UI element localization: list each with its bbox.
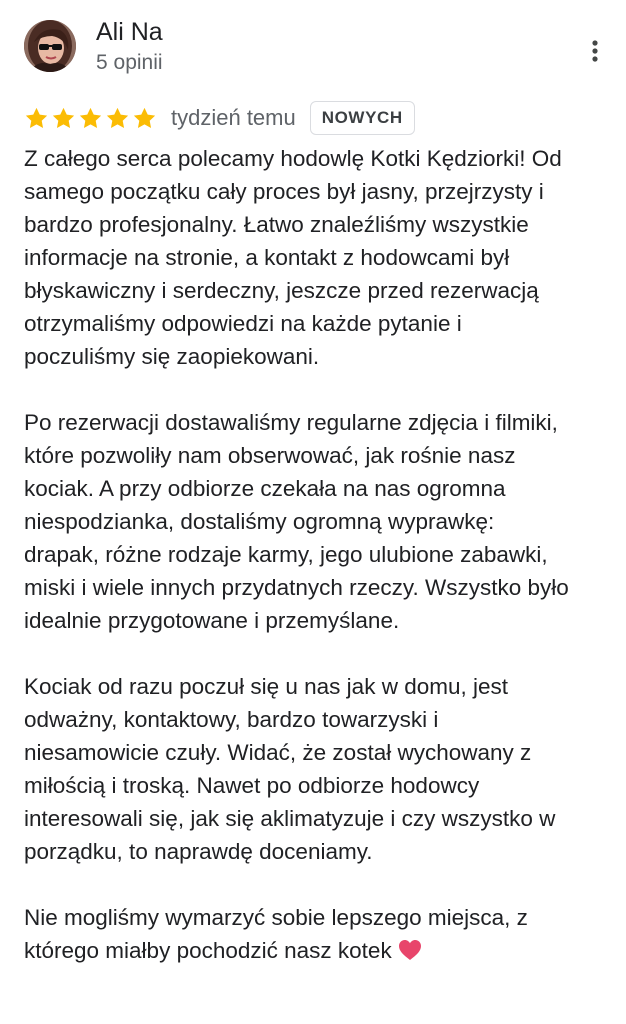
- star-icon: [51, 106, 76, 131]
- heart-icon: [398, 937, 422, 970]
- review-line: [24, 538, 624, 571]
- review-line: [24, 406, 624, 439]
- review-line: [24, 340, 624, 373]
- review-line-text: kociak. A przy odbiorze czekała na nas ogromna: [24, 476, 506, 501]
- review-line-text: błyskawiczny i serdeczny, jeszcze przed rezerwacją: [24, 278, 539, 303]
- star-icon: [78, 106, 103, 131]
- review-paragraph: [24, 670, 624, 868]
- review-line-text: Kociak od razu poczuł się u nas jak w domu, jest: [24, 674, 508, 699]
- review-line-text: odważny, kontaktowy, bardzo towarzyski i: [24, 707, 439, 732]
- review-line-text: informacje na stronie, a kontakt z hodowcami był: [24, 245, 510, 270]
- more-vert-icon: [591, 39, 599, 63]
- review-header: [0, 0, 626, 90]
- review-line: [24, 934, 624, 967]
- review-line-text: którego miałby pochodzić nasz kotek: [24, 938, 392, 963]
- more-options-button[interactable]: [578, 34, 612, 68]
- review-line: [24, 241, 624, 274]
- review-line-text: niesamowicie czuły. Widać, że został wychowany z: [24, 740, 532, 765]
- avatar[interactable]: [24, 20, 76, 72]
- review-line-text: niespodzianka, dostaliśmy ogromną wyprawkę:: [24, 509, 495, 534]
- review-line-text: idealnie przygotowane i przemyślane.: [24, 608, 400, 633]
- review-line-text: samego początku cały proces był jasny, przejrzysty i: [24, 179, 544, 204]
- review-line: [24, 472, 624, 505]
- review-line-text: porządku, to naprawdę doceniamy.: [24, 839, 373, 864]
- review-line-text: miłością i troską. Nawet po odbiorze hodowcy: [24, 773, 480, 798]
- review-date: tydzień temu: [171, 105, 296, 130]
- review-line: [24, 142, 624, 175]
- user-name[interactable]: Ali Na: [96, 18, 163, 46]
- avatar-photo: [24, 20, 76, 72]
- review-line: [24, 439, 624, 472]
- review-line-text: poczuliśmy się zaopiekowani.: [24, 344, 320, 369]
- review-line: [24, 571, 624, 604]
- review-line-text: otrzymaliśmy odpowiedzi na każde pytanie i: [24, 311, 462, 336]
- review-line: [24, 307, 624, 340]
- review-line-text: Nie mogliśmy wymarzyć sobie lepszego miejsca, z: [24, 905, 528, 930]
- star-icon: [105, 106, 130, 131]
- review-line: [24, 175, 624, 208]
- review-line: [24, 769, 624, 802]
- review-line: [24, 274, 624, 307]
- review-line-text: Z całego serca polecamy hodowlę Kotki Kędziorki! Od: [24, 146, 562, 171]
- review-line-text: drapak, różne rodzaje karmy, jego ulubione zabawki,: [24, 542, 548, 567]
- review-text: [24, 142, 624, 1000]
- star-icon: [132, 106, 157, 131]
- new-badge: NOWYCH: [310, 101, 415, 135]
- review-line-text: Po rezerwacji dostawaliśmy regularne zdjęcia i filmiki,: [24, 410, 558, 435]
- review-count: 5 opinii: [96, 51, 163, 74]
- review-line-text: które pozwoliły nam obserwować, jak rośnie nasz: [24, 443, 516, 468]
- review-line-text: miski i wiele innych przydatnych rzeczy. Wszystko było: [24, 575, 569, 600]
- review-line-text: interesowali się, jak się aklimatyzuje i czy wszystko w: [24, 806, 556, 831]
- review-line: [24, 604, 624, 637]
- review-line: [24, 703, 624, 736]
- review-line: [24, 670, 624, 703]
- review-line: [24, 835, 624, 868]
- review-line-text: bardzo profesjonalny. Łatwo znaleźliśmy wszystkie: [24, 212, 529, 237]
- review-line: [24, 901, 624, 934]
- review-paragraph: [24, 142, 624, 373]
- review-paragraph: [24, 901, 624, 967]
- review-line: [24, 505, 624, 538]
- review-line: [24, 736, 624, 769]
- star-rating: [24, 106, 157, 131]
- star-icon: [24, 106, 49, 131]
- review-line: [24, 208, 624, 241]
- review-line: [24, 802, 624, 835]
- review-meta: [24, 98, 604, 138]
- review-paragraph: [24, 406, 624, 637]
